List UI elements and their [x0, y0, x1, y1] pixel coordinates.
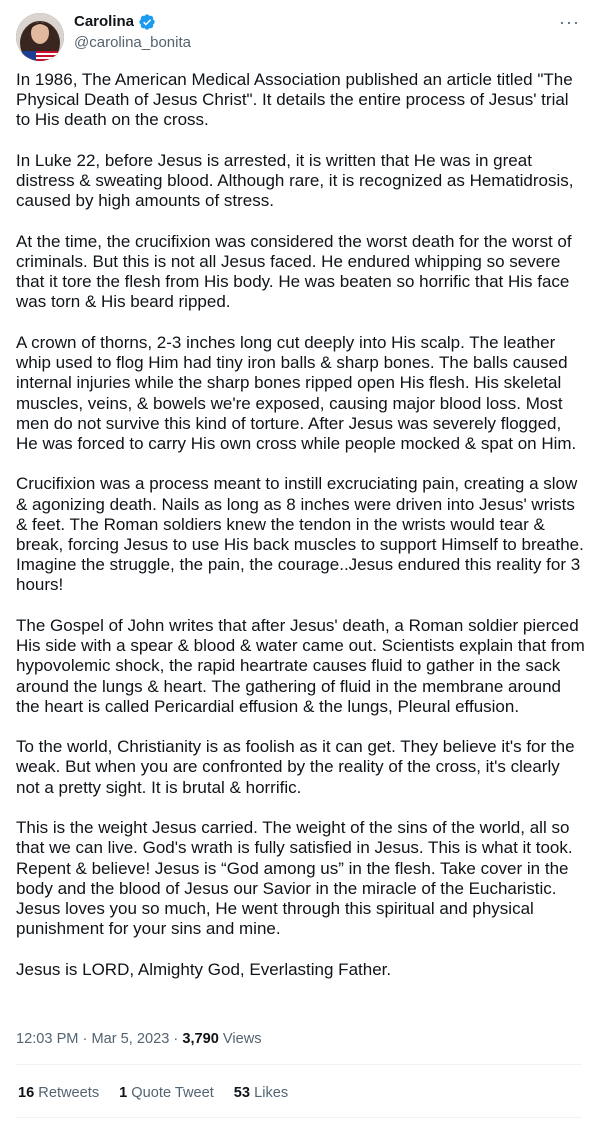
likes-count: 53 [233, 1085, 251, 1101]
quote-tweets-stat[interactable] [119, 1083, 214, 1103]
divider [16, 1117, 582, 1118]
display-name-row [74, 12, 191, 32]
quote-tweets-count: 1 [119, 1085, 128, 1101]
tweet-paragraph: Crucifixion was a process meant to instill excruciating pain, creating a slow & agonizing death. Nails as long as 8 inches were driven into Jesus' wrists & feet. The Roman soldiers knew the tendon in the wrists would tear & break, forcing Jesus to use His back muscles to support Himself to breathe. Imagine the struggle, the pain, the courage..Jesus endured this reality for 3 hours! [16, 474, 584, 595]
avatar[interactable] [16, 13, 64, 61]
tweet-paragraph: In 1986, The American Medical Association published an article titled "The Physical Death of Jesus Christ". It details the entire process of Jesus' trial to His death on the cross. [16, 70, 573, 130]
tweet-paragraph: Jesus is LORD, Almighty God, Everlasting Father. [16, 959, 392, 979]
tweet-text [16, 70, 586, 1000]
tweet-paragraph: In Luke 22, before Jesus is arrested, it is written that He was in great distress & sweating blood. Although rare, it is recognized as Hematidrosis, caused by high amounts of stress. [16, 150, 574, 211]
tweet-time[interactable]: 12:03 PM [16, 1031, 79, 1047]
verified-badge-icon [138, 13, 156, 31]
display-name[interactable]: Carolina [74, 13, 135, 30]
tweet-paragraph: The Gospel of John writes that after Jesus' death, a Roman soldier pierced His side with a spear & blood & water came out. Scientists explain that from hypovolemic shock, the rapid heartrate causes fluid to gather in the sack around the lungs & heart. The gathering of fluid in the membrane around the heart is called Pericardial effusion & the lungs, Pleural effusion. [16, 615, 585, 716]
tweet-header [16, 10, 582, 58]
meta-separator: · [169, 1031, 183, 1047]
tweet-paragraph: This is the weight Jesus carried. The weight of the sins of the world, all so that we can live. God's wrath is fully satisfied in Jesus. This is what it took. Repent & believe! Jesus is “God among us” in the flesh. Take cover in the body and the blood of Jesus our Savior in the miracle of the Eucharistic. Jesus loves you so much, He went through this spiritual and physical punishment for your sins and mine. [16, 818, 573, 939]
tweet-paragraph: At the time, the crucifixion was considered the worst death for the worst of criminals. But this is not all Jesus faced. He endured whipping so severe that it tore the flesh from His body. He was beaten so horrific that His face was torn & His beard ripped. [16, 231, 572, 312]
avatar-image [16, 13, 64, 61]
retweets-stat[interactable] [18, 1083, 99, 1103]
meta-separator: · [78, 1031, 92, 1047]
tweet-paragraph: To the world, Christianity is as foolish as it can get. They believe it's for the weak. But when you are confronted by the reality of the cross, it's clearly not a pretty sight. It is brutal & horrific. [16, 737, 575, 797]
more-icon[interactable]: ··· [559, 12, 580, 32]
retweets-label: Retweets [34, 1085, 100, 1101]
tweet-stats [18, 1083, 288, 1103]
likes-stat[interactable] [234, 1083, 288, 1103]
tweet-date[interactable]: Mar 5, 2023 [91, 1031, 170, 1047]
likes-label: Likes [250, 1085, 289, 1101]
views-count: 3,790 [182, 1031, 219, 1047]
views-label: Views [218, 1031, 262, 1047]
author-handle[interactable]: @carolina_bonita [74, 34, 191, 51]
quote-tweets-label: Quote Tweet [127, 1085, 214, 1101]
divider [16, 1064, 582, 1065]
tweet-paragraph: A crown of thorns, 2-3 inches long cut deeply into His scalp. The leather whip used to flog Him had tiny iron balls & sharp bones. The balls caused internal injuries while the sharp bones ripped open His flesh. His skeletal muscles, veins, & bowels we're exposed, causing major blood loss. Most men do not survive this kind of torture. After Jesus was severely flogged, He was forced to carry His own cross while people mocked & spat on Him. [16, 332, 577, 453]
tweet-meta [16, 1029, 262, 1049]
author-names [74, 12, 191, 53]
retweets-count: 16 [18, 1085, 35, 1101]
